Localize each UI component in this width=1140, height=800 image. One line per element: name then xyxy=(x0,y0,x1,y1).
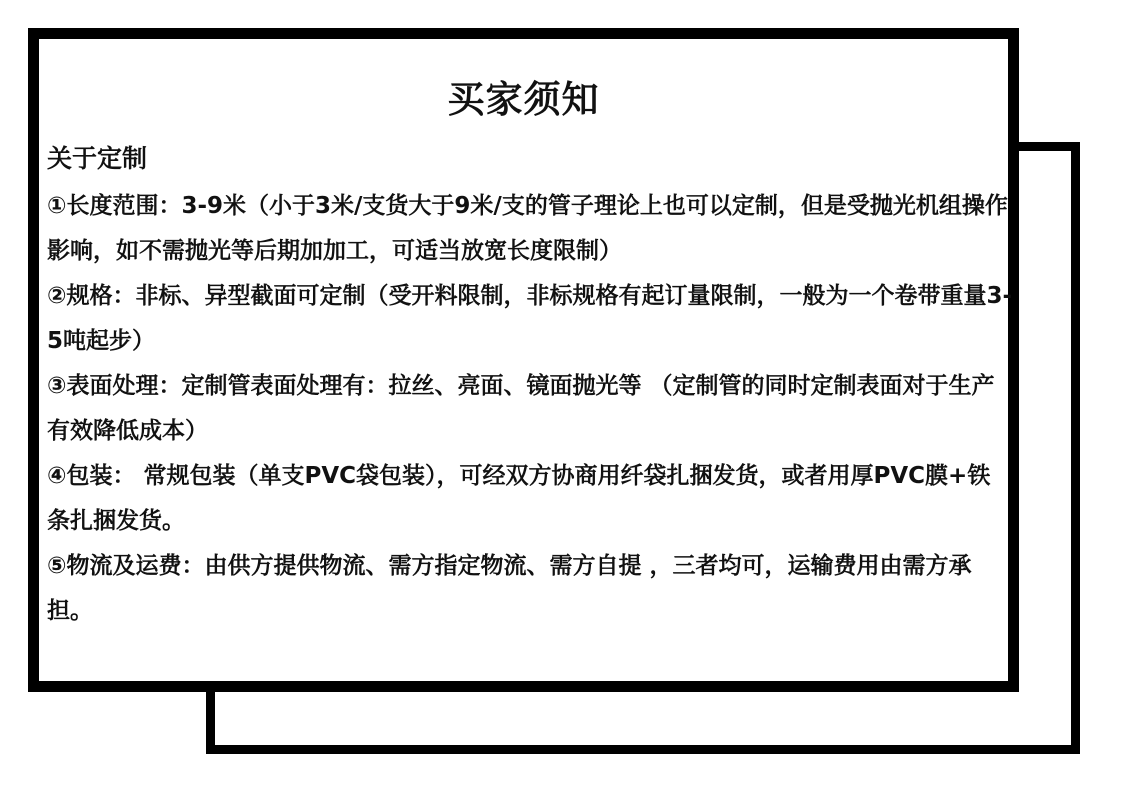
page-title: 买家须知 xyxy=(447,78,600,121)
notice-content xyxy=(47,144,1013,634)
notice-item-packaging: ④包装： 常规包装（单支PVC袋包装），可经双方协商用纤袋扎捆发货，或者用厚PVC膜+铁条扎捆发货。 xyxy=(47,463,991,534)
notice-item-surface: ③表面处理：定制管表面处理有：拉丝、亮面、镜面抛光等 （定制管的同时定制表面对于生产有效降低成本） xyxy=(47,373,995,444)
notice-card xyxy=(28,28,1019,692)
section-heading: 关于定制 xyxy=(47,144,148,173)
notice-item-length: ①长度范围：3-9米（小于3米/支货大于9米/支的管子理论上也可以定制，但是受抛光机组操作影响，如不需抛光等后期加加工，可适当放宽长度限制） xyxy=(47,193,1008,264)
notice-item-logistics: ⑤物流及运费：由供方提供物流、需方指定物流、需方自提 ，三者均可，运输费用由需方承担。 xyxy=(47,553,972,624)
notice-item-spec: ②规格：非标、异型截面可定制（受开料限制，非标规格有起订量限制，一般为一个卷带重量3-5吨起步） xyxy=(47,283,1013,354)
